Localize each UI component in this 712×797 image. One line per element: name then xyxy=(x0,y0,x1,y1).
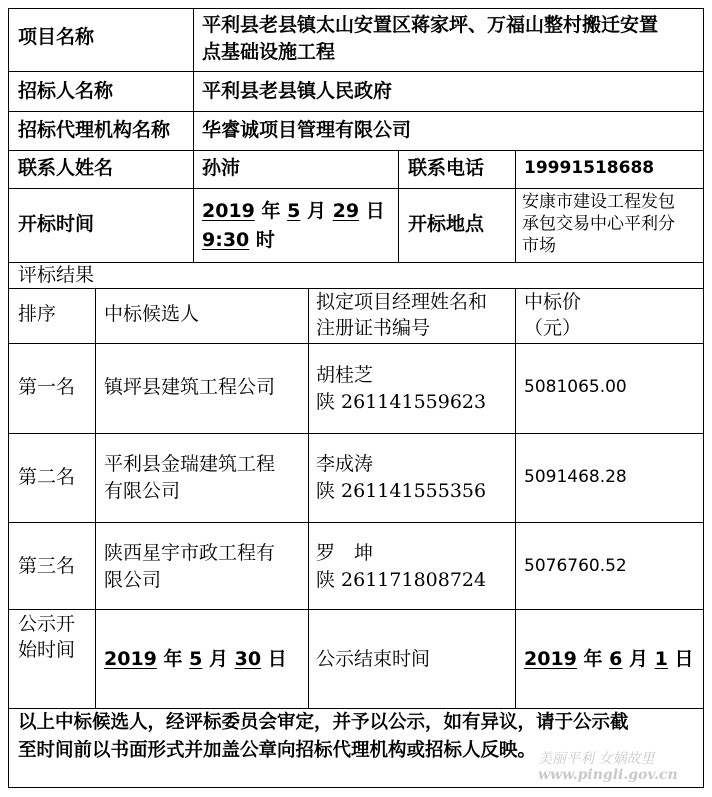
row-cert: 陕 261141555356 xyxy=(316,480,487,502)
project-name-label: 项目名称 xyxy=(18,26,95,48)
header-candidate: 中标候选人 xyxy=(104,303,200,325)
contact-phone-label: 联系电话 xyxy=(408,157,485,179)
row-price: 5081065.00 xyxy=(524,377,627,397)
row-candidate-line1: 平利县金瑞建筑工程 xyxy=(104,453,276,475)
opening-place-label: 开标地点 xyxy=(408,213,485,235)
watermark-text: 美丽平利 女娲故里 xyxy=(538,751,655,767)
opening-clock: 9:30 时 xyxy=(202,229,275,251)
opening-place-line2: 承包交易中心平利分 xyxy=(522,214,675,234)
row-rank: 第二名 xyxy=(18,466,76,488)
row-cert: 陕 261141559623 xyxy=(316,391,487,413)
opening-clock-value: 9:30 xyxy=(202,229,250,251)
opening-month: 5 xyxy=(287,200,301,222)
row-candidate-line1: 陕西星宇市政工程有 xyxy=(104,542,276,564)
row-candidate-line1: 镇坪县建筑工程公司 xyxy=(104,376,276,398)
opening-day: 29 xyxy=(332,200,360,222)
project-name-line2: 点基础设施工程 xyxy=(202,41,336,63)
opening-place-line3: 市场 xyxy=(522,236,556,256)
row-manager: 罗 坤 xyxy=(316,542,374,564)
row-price: 5076760.52 xyxy=(524,556,627,576)
opening-time-label: 开标时间 xyxy=(18,213,95,235)
project-name-line1: 平利县老县镇太山安置区蒋家坪、万福山整村搬迁安置 xyxy=(202,14,659,36)
opening-place-line1: 安康市建设工程发包 xyxy=(522,192,675,212)
header-price-line2: （元） xyxy=(524,317,582,339)
tenderer-value: 平利县老县镇人民政府 xyxy=(202,80,393,102)
agency-value: 华睿诚项目管理有限公司 xyxy=(202,119,412,141)
header-manager-line2: 注册证书编号 xyxy=(316,317,431,339)
row-candidate-line2: 有限公司 xyxy=(104,480,181,502)
opening-year: 2019 xyxy=(202,200,255,222)
contact-name-value: 孙沛 xyxy=(202,157,241,179)
contact-phone-value: 19991518688 xyxy=(524,158,655,178)
notice-line1: 以上中标候选人，经评标委员会审定，并予以公示，如有异议，请于公示截 xyxy=(18,712,629,733)
row-candidate-line2: 限公司 xyxy=(104,569,162,591)
header-rank: 排序 xyxy=(18,303,57,325)
row-manager: 李成涛 xyxy=(316,453,374,475)
tenderer-label: 招标人名称 xyxy=(18,80,114,102)
row-rank: 第三名 xyxy=(18,555,76,577)
header-price-line1: 中标价 xyxy=(524,291,582,313)
publicity-start-label-line1: 公示开 xyxy=(18,613,76,635)
publicity-start-date: 2019 年 5 月 30 日 xyxy=(104,648,287,670)
row-cert: 陕 261171808724 xyxy=(316,569,487,591)
agency-label: 招标代理机构名称 xyxy=(18,119,171,141)
row-manager: 胡桂芝 xyxy=(316,364,374,386)
row-price: 5091468.28 xyxy=(524,467,627,487)
contact-name-label: 联系人姓名 xyxy=(18,157,114,179)
publicity-end-label: 公示结束时间 xyxy=(316,648,431,670)
result-title: 评标结果 xyxy=(18,264,95,286)
publicity-end-date: 2019 年 6 月 1 日 xyxy=(524,648,694,670)
row-rank: 第一名 xyxy=(18,376,76,398)
publicity-start-label-line2: 始时间 xyxy=(18,639,76,661)
notice-line2: 至时间前以书面形式并加盖公章向招标代理机构或招标人反映。 xyxy=(18,740,537,761)
watermark-url: www.pingli.gov.cn xyxy=(538,767,678,783)
header-manager-line1: 拟定项目经理姓名和 xyxy=(316,291,488,313)
opening-date: 2019 年 5 月 29 日 xyxy=(202,200,385,222)
